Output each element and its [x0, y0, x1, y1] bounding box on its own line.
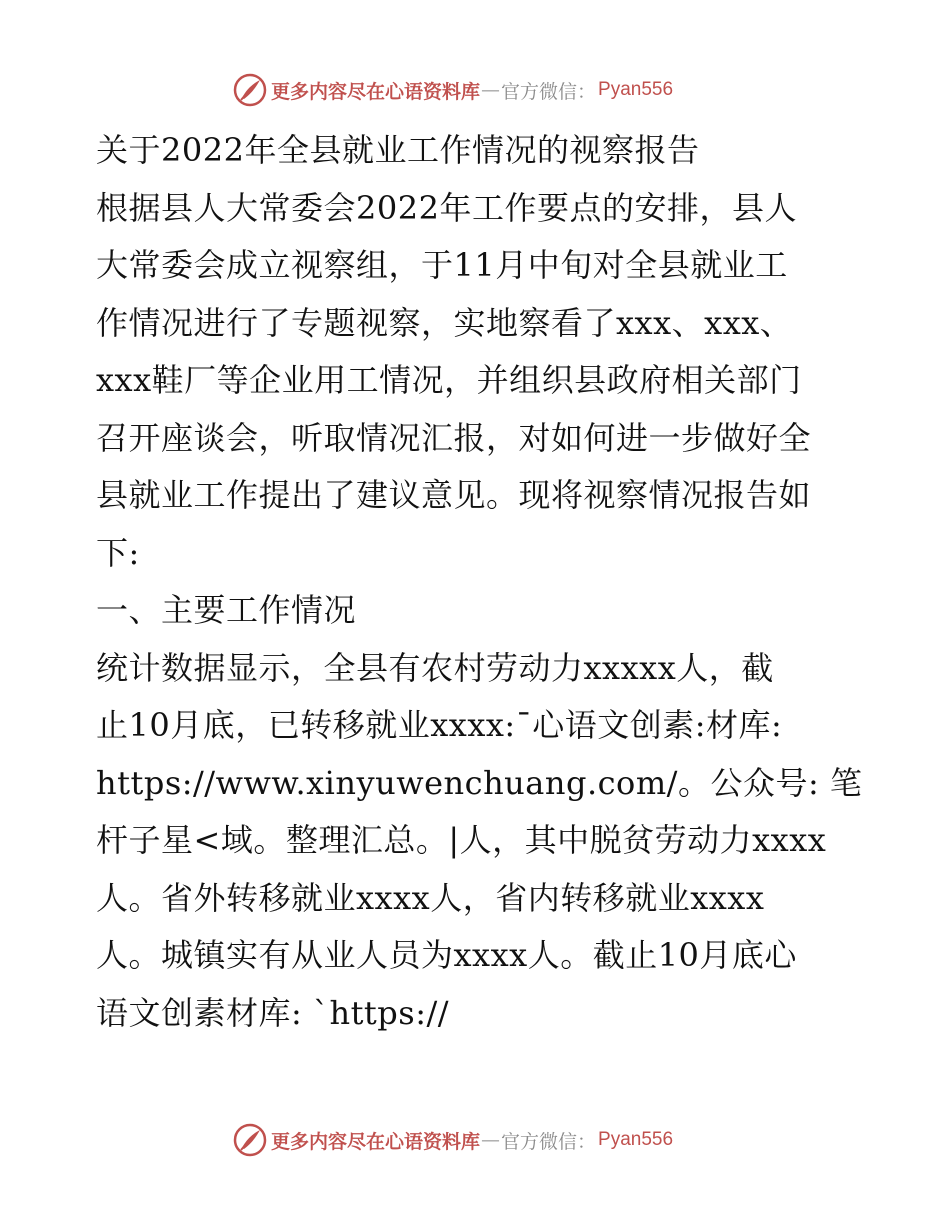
header-watermark — [233, 72, 673, 108]
body-line: 县就业工作提出了建议意见。现将视察情况报告如 — [96, 476, 812, 514]
body-line: 大常委会成立视察组，于11月中旬对全县就业工 — [96, 246, 788, 284]
watermark-dash: — — [481, 79, 501, 101]
body-line: 止10月底，已转移就业xxxx:¯心语文创素:材库: — [96, 706, 783, 744]
body-line: https://www.xinyuwenchuang.com/。公众号: 笔 — [96, 763, 863, 802]
document-body — [96, 122, 866, 1042]
watermark-wechat-id: Pyan556 — [598, 1129, 674, 1150]
watermark-dash: — — [481, 1129, 501, 1151]
body-line: 人。省外转移就业xxxx人，省内转移就业xxxx — [96, 878, 765, 917]
watermark-official-label: 官方微信： — [501, 1130, 597, 1153]
watermark-official-label: 官方微信： — [501, 80, 597, 103]
body-line: 人。城镇实有从业人员为xxxx人。截止10月底心 — [96, 936, 797, 974]
feather-pen-logo-icon — [233, 73, 267, 107]
body-line: xxx鞋厂等企业用工情况，并组织县政府相关部门 — [96, 361, 802, 399]
document-title: 关于2022年全县就业工作情况的视察报告 — [96, 131, 700, 169]
watermark-brand-text: 更多内容尽在心语资料库 — [271, 1130, 481, 1153]
watermark-wechat-id: Pyan556 — [598, 79, 674, 100]
footer-watermark — [233, 1122, 673, 1158]
section-heading: 一、主要工作情况 — [96, 591, 357, 629]
body-line: 作情况进行了专题视察，实地察看了xxx、xxx、 — [96, 303, 793, 342]
body-line: 杆子星<域。整理汇总。|人，其中脱贫劳动力xxxx — [96, 821, 827, 859]
body-line: 统计数据显示，全县有农村劳动力xxxxx人，截 — [96, 648, 774, 687]
body-line: 语文创素材库: `https:// — [96, 993, 450, 1032]
feather-pen-logo-icon — [233, 1123, 267, 1157]
body-line: 根据县人大常委会2022年工作要点的安排，县人 — [96, 188, 797, 227]
body-line: 召开座谈会，听取情况汇报，对如何进一步做好全 — [96, 418, 812, 457]
watermark-brand-text: 更多内容尽在心语资料库 — [271, 80, 481, 103]
body-line: 下: — [96, 533, 140, 572]
